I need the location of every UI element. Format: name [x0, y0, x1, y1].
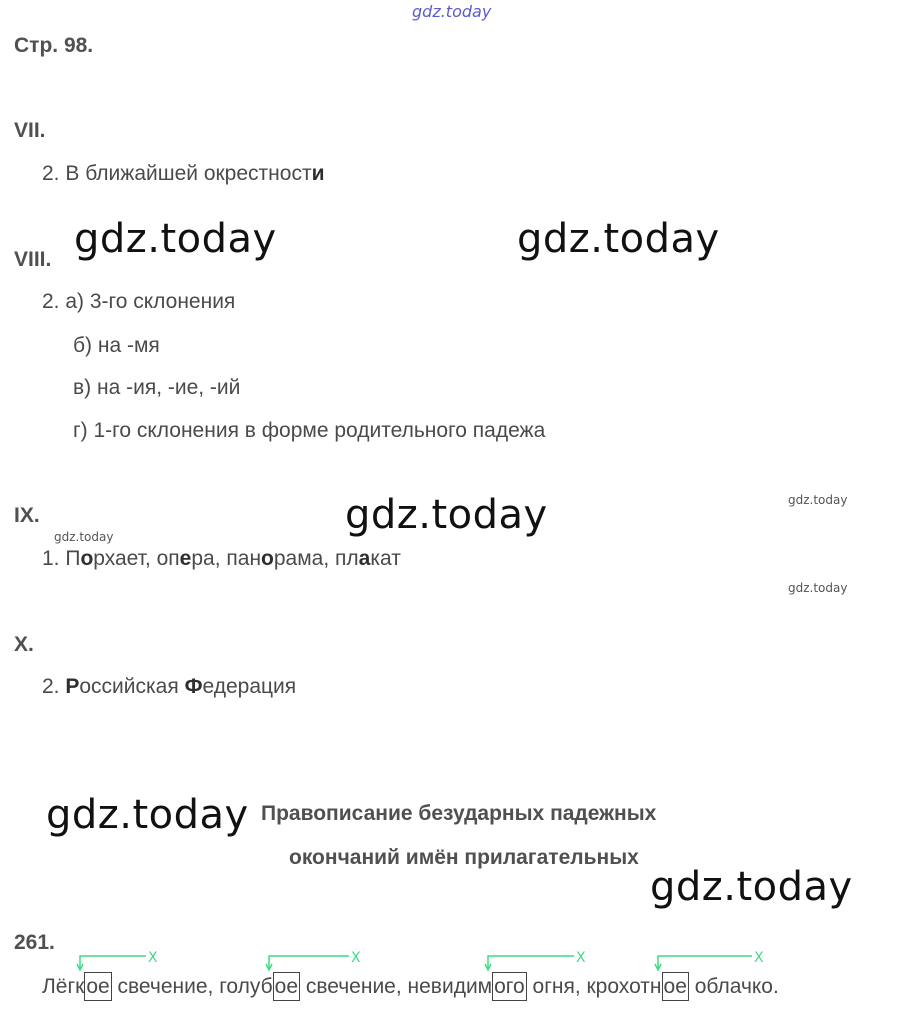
ending-box-1: ое	[84, 972, 111, 1001]
ending-box-4: ое	[662, 972, 689, 1001]
watermark-big-3: gdz.today	[345, 492, 548, 538]
watermark-small-2: gdz.today	[54, 530, 114, 544]
morpheme-mark-1	[76, 948, 166, 972]
morpheme-mark-3	[484, 948, 594, 972]
ending-box-2: ое	[273, 972, 300, 1001]
section-viii-line4: г) 1-го склонения в форме родительного падежа	[73, 419, 546, 442]
ending-box-3: ого	[492, 972, 527, 1001]
section-viii-line2: б) на -мя	[73, 334, 160, 357]
watermark-small-1: gdz.today	[788, 493, 848, 507]
page-ref: Стр. 98.	[14, 34, 94, 57]
section-viii-line3: в) на -ия, -ие, -ий	[73, 376, 241, 399]
watermark-big-4: gdz.today	[46, 792, 249, 838]
morpheme-mark-2	[265, 948, 361, 972]
watermark-big-1: gdz.today	[74, 216, 277, 262]
exercise-sentence: Лёгк Х ое свечение, голуб Х ое свечение, невидим Х ого огня, крохотн Х ое облачко.	[42, 972, 779, 1001]
section-ix-heading: IX.	[14, 504, 40, 527]
watermark-big-5: gdz.today	[650, 864, 853, 910]
section-viii-line1: 2. а) 3-го склонения	[42, 290, 236, 313]
exercise-number: 261.	[14, 931, 55, 954]
svg-text:Х: Х	[148, 950, 158, 966]
svg-text:Х: Х	[753, 950, 764, 966]
morpheme-mark-4	[654, 948, 764, 972]
title-line2: окончаний имён прилагательных	[289, 846, 639, 869]
section-vii-heading: VII.	[14, 119, 46, 142]
section-x-heading: X.	[14, 633, 34, 656]
section-x-line1: 2. Российская Федерация	[42, 675, 297, 698]
section-viii-heading: VIII.	[14, 248, 52, 271]
section-vii-line1: 2. В ближайшей окрестности	[42, 162, 325, 185]
watermark-big-2: gdz.today	[517, 216, 720, 262]
watermark-top: gdz.today	[412, 2, 492, 21]
section-ix-line1: 1. Порхает, опера, панорама, плакат	[42, 547, 401, 570]
svg-text:Х: Х	[350, 950, 361, 966]
svg-text:Х: Х	[576, 950, 586, 966]
watermark-small-3: gdz.today	[788, 581, 848, 595]
title-line1: Правописание безударных падежных	[261, 802, 657, 825]
